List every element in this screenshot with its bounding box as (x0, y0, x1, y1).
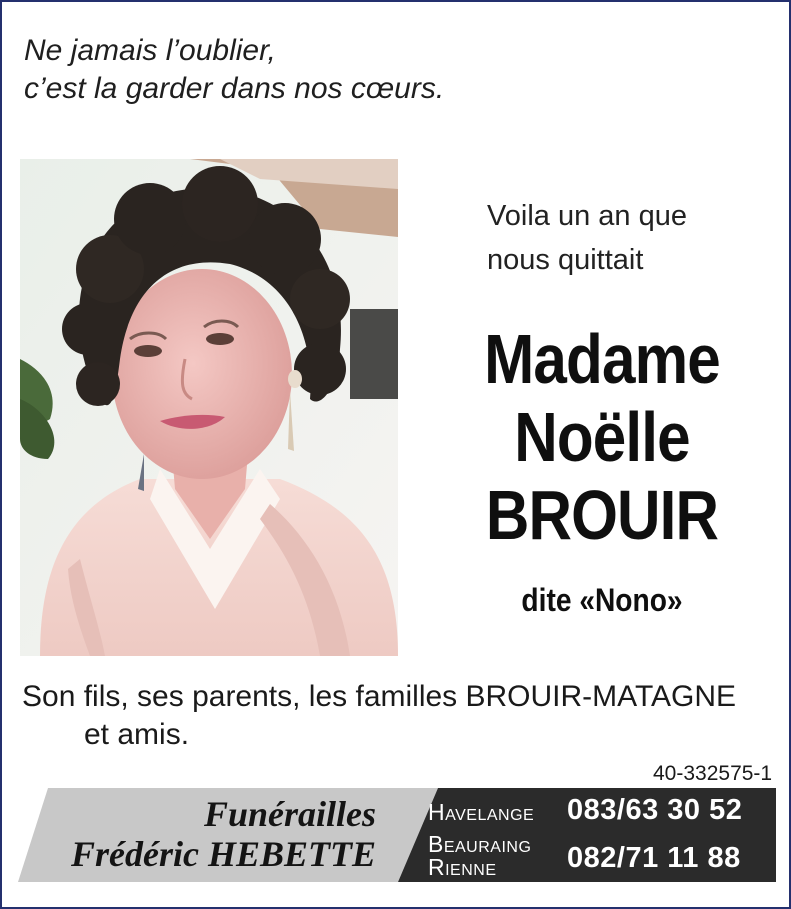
funeral-home-line-2: Frédéric HEBETTE (71, 834, 376, 874)
phone-havelange: 083/63 30 52 (567, 794, 743, 826)
portrait-photo (20, 159, 398, 656)
family-text (22, 678, 736, 754)
deceased-nickname: dite «Nono» (521, 582, 683, 618)
location-beauraing: Beauraing (428, 831, 532, 857)
reference-number: 40-332575-1 (653, 762, 773, 785)
quote-line-1: Ne jamais l’oublier, (24, 34, 276, 67)
phone-rienne: 082/71 11 88 (567, 842, 741, 874)
funeral-home-name (18, 794, 376, 874)
family-line-2: et amis. (84, 718, 190, 751)
intro-line-1: Voila un an que (487, 200, 687, 232)
location-rienne: Rienne (428, 854, 497, 880)
deceased-title: Madame (484, 320, 720, 398)
funeral-home-banner (18, 788, 776, 882)
funeral-home-line-1: Funérailles (203, 794, 376, 834)
intro-text (487, 194, 687, 282)
family-line-1: Son fils, ses parents, les familles BROUIR-MATAGNE (22, 680, 737, 713)
deceased-last-name: BROUIR (485, 476, 719, 554)
memorial-quote (24, 32, 444, 108)
intro-line-2: nous quittait (487, 244, 644, 276)
deceased-name (464, 320, 739, 554)
quote-line-2: c’est la garder dans nos cœurs. (24, 72, 445, 105)
location-havelange: Havelange (428, 799, 535, 825)
deceased-first-name: Noëlle (514, 398, 690, 476)
